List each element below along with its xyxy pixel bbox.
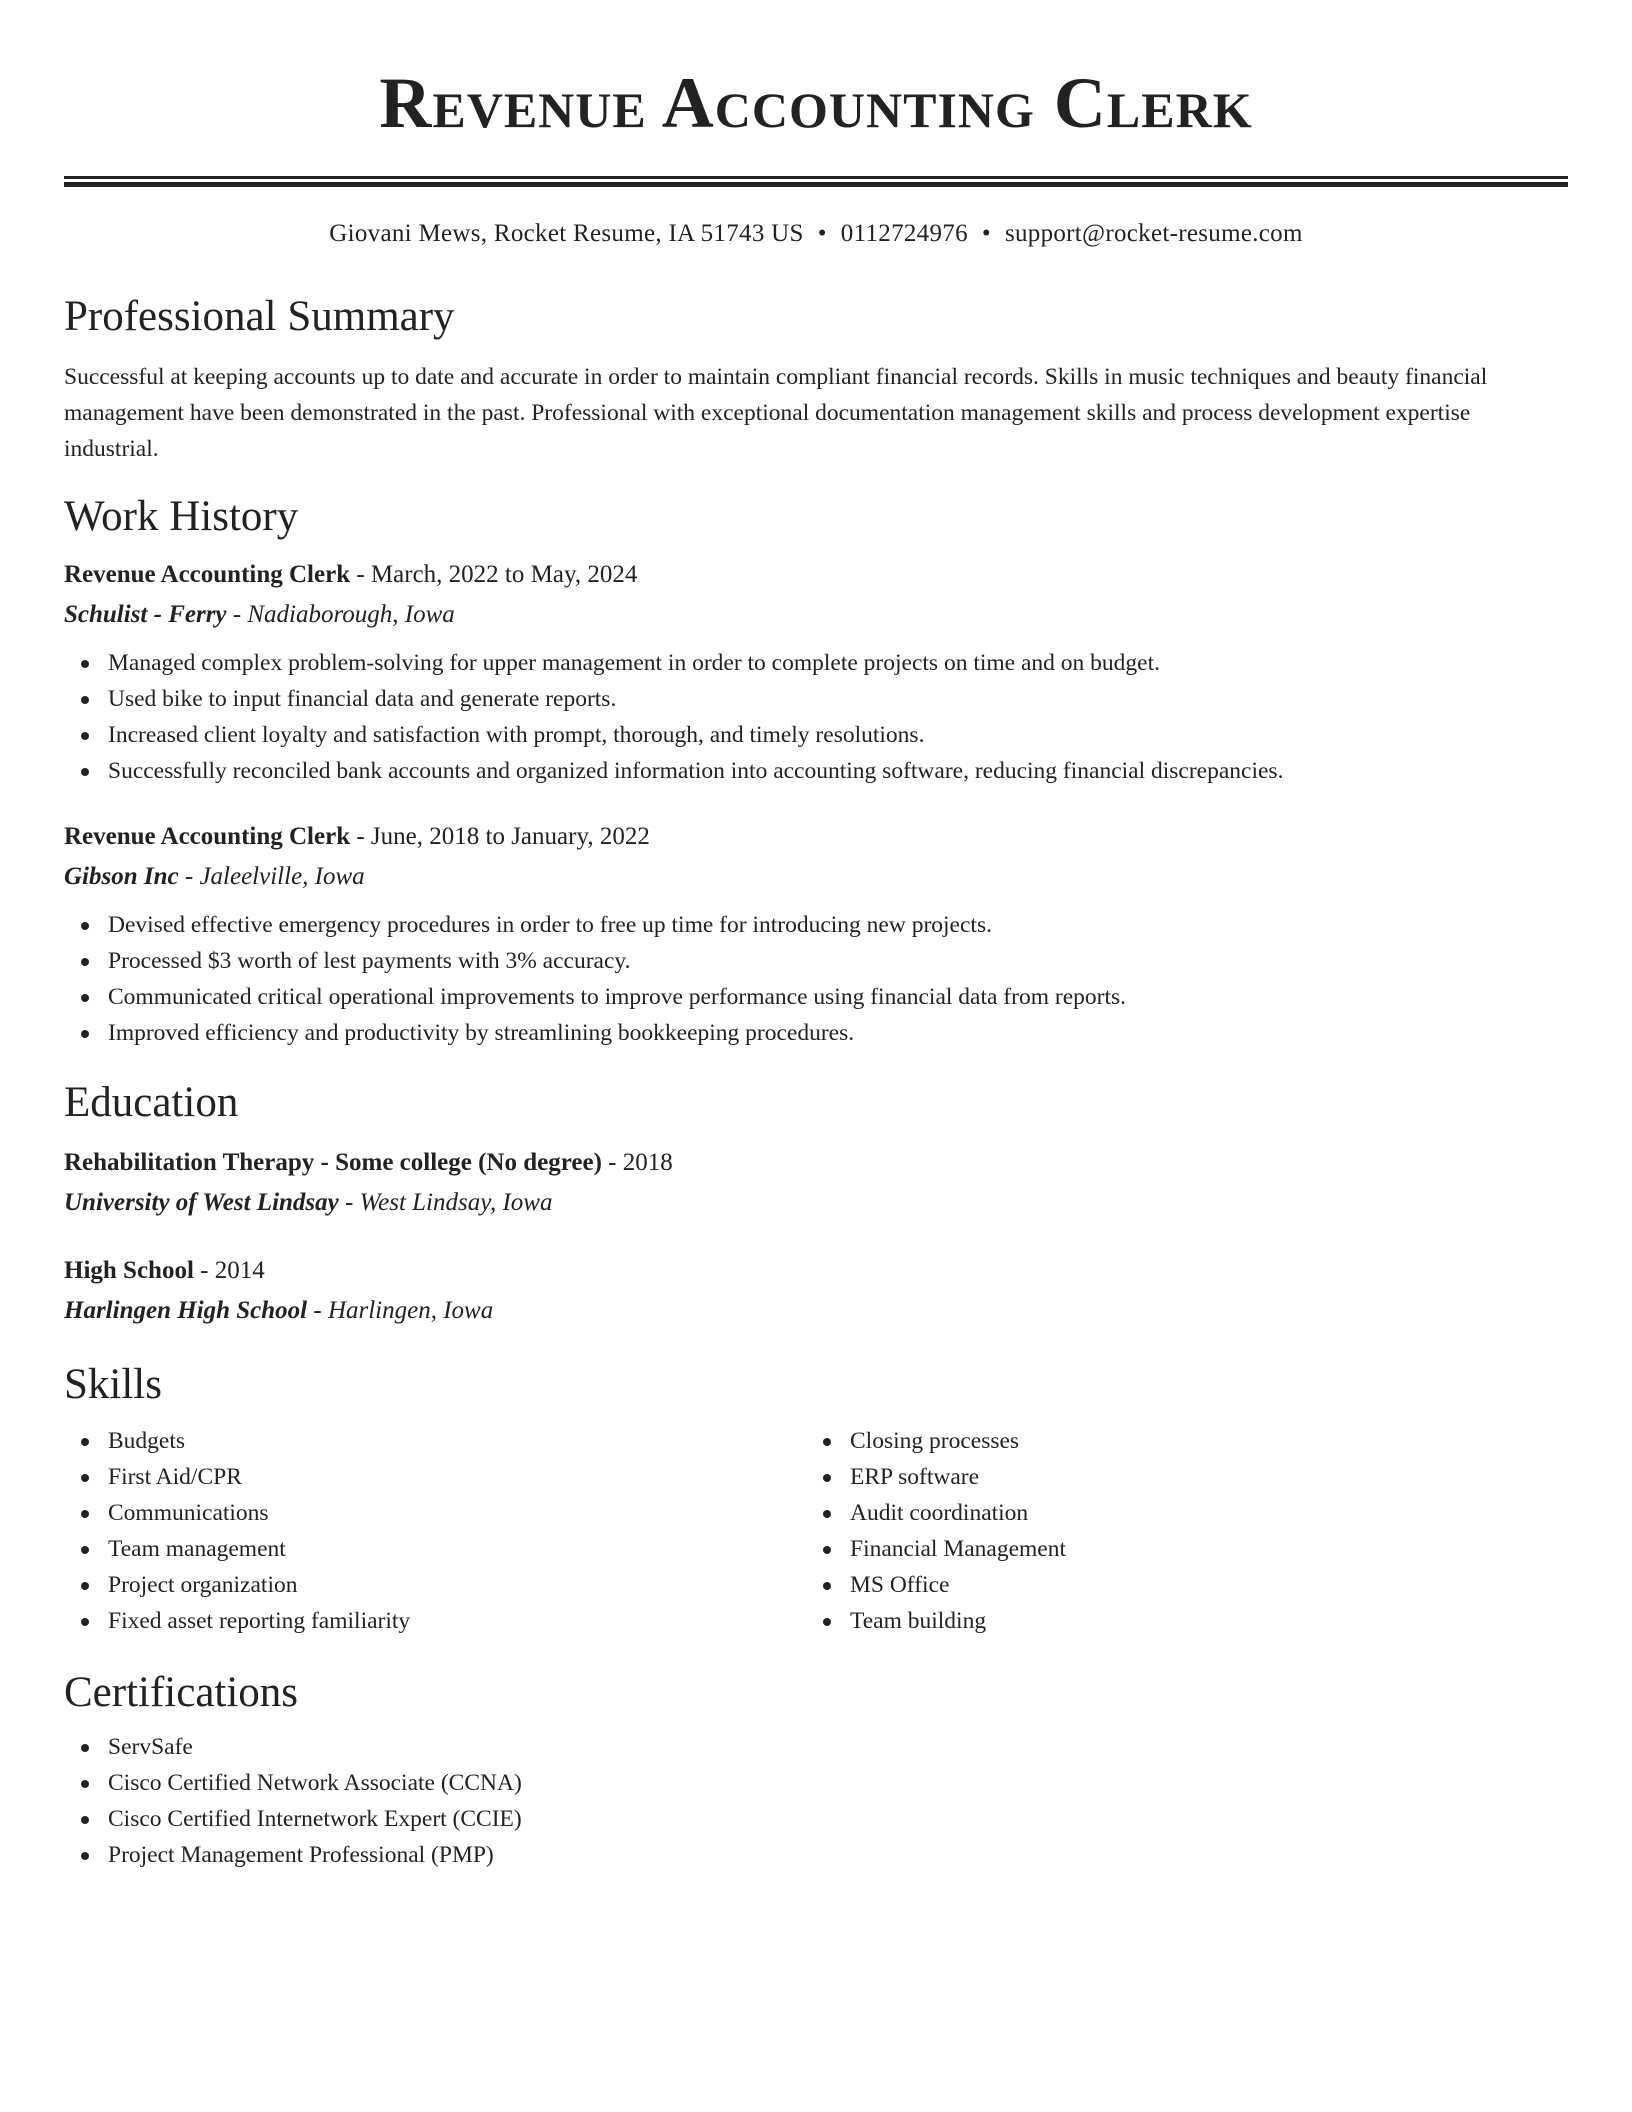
skill-item: Fixed asset reporting familiarity <box>64 1603 806 1639</box>
certification-item: Cisco Certified Internetwork Expert (CCIE) <box>64 1801 1568 1837</box>
job-dates: - June, 2018 to January, 2022 <box>350 823 650 850</box>
education-entry <box>64 1143 1568 1223</box>
skills-grid <box>64 1423 1568 1639</box>
job-location: - Nadiaborough, Iowa <box>226 601 455 628</box>
skill-item: ERP software <box>806 1459 1548 1495</box>
job-bullet: Devised effective emergency procedures in order to free up time for introducing new projects. <box>64 907 1568 943</box>
skills-column-left <box>64 1423 806 1639</box>
job-location: - Jaleelville, Iowa <box>178 863 365 890</box>
job-bullet: Processed $3 worth of lest payments with 3% accuracy. <box>64 943 1568 979</box>
job-position: Revenue Accounting Clerk <box>64 561 351 588</box>
education-degree-line <box>64 1143 1568 1183</box>
contact-line <box>64 217 1568 251</box>
education-location: - West Lindsay, Iowa <box>338 1189 553 1216</box>
job-company: Schulist - Ferry <box>64 601 227 628</box>
skill-item: Project organization <box>64 1567 806 1603</box>
job-bullet: Improved efficiency and productivity by streamlining bookkeeping procedures. <box>64 1015 1568 1051</box>
contact-separator: • <box>981 220 991 247</box>
summary-text: Successful at keeping accounts up to date and accurate in order to maintain compliant financial records. Skills in music techniques and beauty financial management have been demonstrated in the past. Professional with exceptional documentation management skills and process development expertise industrial. <box>64 364 1488 462</box>
contact-email: support@rocket-resume.com <box>1004 220 1303 247</box>
skills-list <box>64 1423 806 1639</box>
education-school-line <box>64 1183 1568 1223</box>
skill-item: Financial Management <box>806 1531 1548 1567</box>
skills-heading: Skills <box>64 1361 162 1408</box>
job-bullet: Successfully reconciled bank accounts and organized information into accounting software, reducing financial discrepancies. <box>64 753 1568 789</box>
job-bullet: Increased client loyalty and satisfaction with prompt, thorough, and timely resolutions. <box>64 717 1568 753</box>
certification-item: Project Management Professional (PMP) <box>64 1837 1568 1873</box>
job-bullets <box>64 907 1568 1051</box>
resume-name: Revenue Accounting Clerk <box>379 63 1253 143</box>
skill-item: First Aid/CPR <box>64 1459 806 1495</box>
skill-item: Team building <box>806 1603 1548 1639</box>
job-entry <box>64 817 1568 1051</box>
job-bullet: Used bike to input financial data and generate reports. <box>64 681 1568 717</box>
education-degree: High School <box>64 1257 194 1284</box>
certification-item: Cisco Certified Network Associate (CCNA) <box>64 1765 1568 1801</box>
certification-item: ServSafe <box>64 1729 1568 1765</box>
job-title-line <box>64 555 1568 595</box>
skills-column-right <box>806 1423 1548 1639</box>
work-history-heading: Work History <box>64 493 299 540</box>
skill-item: Audit coordination <box>806 1495 1548 1531</box>
job-bullets <box>64 645 1568 789</box>
education-degree-line <box>64 1251 1568 1291</box>
skill-item: Team management <box>64 1531 806 1567</box>
job-bullet: Managed complex problem-solving for upper management in order to complete projects on time and on budget. <box>64 645 1568 681</box>
education-entry <box>64 1251 1568 1331</box>
summary-heading: Professional Summary <box>64 293 455 340</box>
skills-list <box>806 1423 1548 1639</box>
header-divider <box>64 176 1568 187</box>
education-school: Harlingen High School <box>64 1297 308 1324</box>
contact-phone: 0112724976 <box>840 220 968 247</box>
education-year: - 2018 <box>601 1149 673 1176</box>
skill-item: Budgets <box>64 1423 806 1459</box>
education-degree: Rehabilitation Therapy - Some college (No degree) <box>64 1149 602 1176</box>
certifications-heading: Certifications <box>64 1669 299 1716</box>
education-year: - 2014 <box>193 1257 265 1284</box>
education-school: University of West Lindsay <box>64 1189 339 1216</box>
job-company-line <box>64 857 1568 897</box>
contact-address: Giovani Mews, Rocket Resume, IA 51743 US <box>329 220 804 247</box>
resume-page <box>64 0 1568 1873</box>
skill-item: Communications <box>64 1495 806 1531</box>
certifications-list <box>64 1729 1568 1873</box>
job-company: Gibson Inc <box>64 863 179 890</box>
education-school-line <box>64 1291 1568 1331</box>
job-position: Revenue Accounting Clerk <box>64 823 351 850</box>
contact-separator: • <box>817 220 827 247</box>
job-dates: - March, 2022 to May, 2024 <box>350 561 638 588</box>
job-bullet: Communicated critical operational improvements to improve performance using financial data from reports. <box>64 979 1568 1015</box>
education-location: - Harlingen, Iowa <box>307 1297 494 1324</box>
skill-item: Closing processes <box>806 1423 1548 1459</box>
skill-item: MS Office <box>806 1567 1548 1603</box>
education-heading: Education <box>64 1079 239 1126</box>
job-entry <box>64 555 1568 789</box>
job-title-line <box>64 817 1568 857</box>
job-company-line <box>64 595 1568 635</box>
